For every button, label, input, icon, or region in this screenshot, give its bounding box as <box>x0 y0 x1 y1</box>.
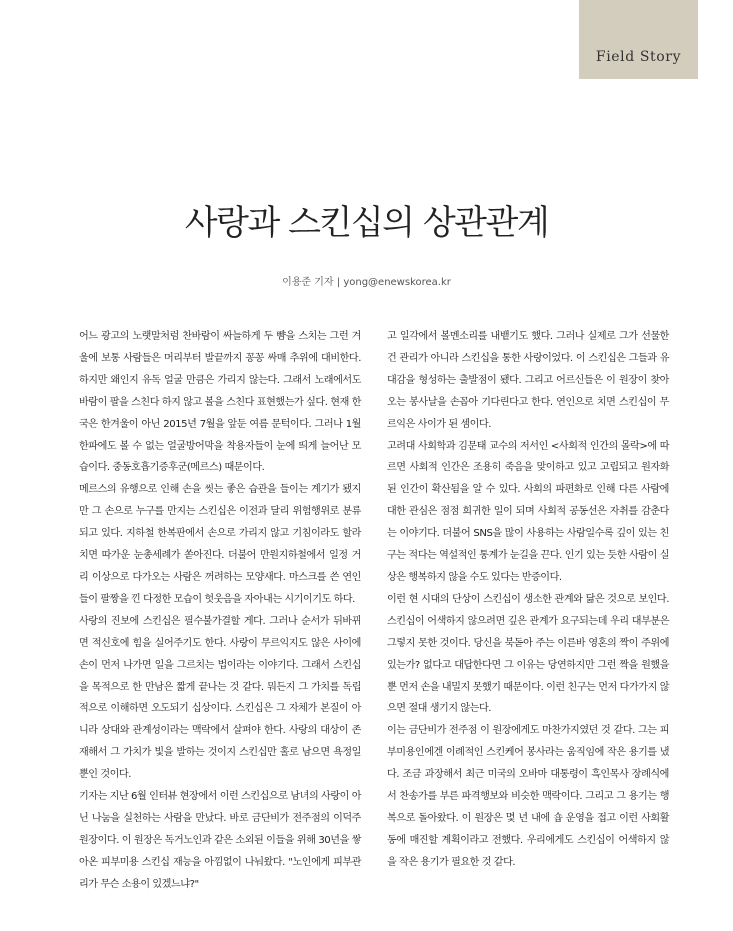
paragraph: 기자는 지난 6월 인터뷰 현장에서 이런 스킨십으로 남녀의 사랑이 아닌 나눔을 실천하는 사람을 만났다. 바로 금단비가 전주점의 이덕주 원장이다. 이 원장은 독거노인과 같은 소외된 이들을 위해 30년을 쌓아온 피부미용 스킨십 재능을 아낌없이 나눠왔다. "노인에게 피부관리가 무슨 소용이 있겠느냐?" <box>79 791 361 890</box>
left-column <box>79 326 361 896</box>
paragraph: 메르스의 유행으로 인해 손을 씻는 좋은 습관을 들이는 계기가 됐지만 그 손으로 누구를 만지는 스킨십은 이전과 달리 위험행위로 분류되고 있다. 지하철 한복판에서 손으로 가리지 않고 기침이라도 할라 치면 따가운 눈총세례가 쏟아진다. 더불어 만원지하철에서 일정 거리 이상으로 다가오는 사람은 꺼려하는 모양새다. 마스크를 쓴 연인들이 팔짱을 낀 다정한 모습이 헛웃음을 자아내는 시기이기도 하다. <box>79 484 361 605</box>
paragraph: 고 일각에서 볼멘소리를 내뱉기도 했다. 그러나 실제로 그가 선물한 건 관리가 아니라 스킨십을 통한 사랑이었다. 이 스킨십은 그들과 유대감을 형성하는 출발점이 됐다. 그리고 어르신들은 이 원장이 찾아오는 봉사날을 손꼽아 기다린다고 한다. 연인으로 치면 스킨십이 무르익은 사이가 된 셈이다. <box>387 331 669 430</box>
article-byline: 이용준 기자 | yong@enewskorea.kr <box>282 277 451 288</box>
section-tab <box>579 0 698 79</box>
paragraph: 고려대 사회학과 김문태 교수의 저서인 <사회적 인간의 몰락>에 따르면 사회적 인간은 조용히 죽음을 맞이하고 있고 고립되고 원자화된 인간이 확산됨을 알 수 있다. 사회의 파편화로 인해 다른 사람에 대한 관심은 점점 희귀한 일이 되며 사회적 공동선은 자취를 감춘다는 이야기다. 더불어 SNS을 많이 사용하는 사람일수록 깊이 있는 친구는 적다는 역설적인 통계가 눈길을 끈다. 인기 있는 듯한 사람이 실상은 행복하지 않을 수도 있다는 반증이다. <box>387 440 669 583</box>
paragraph: 사랑의 진보에 스킨십은 필수불가결할 게다. 그러나 순서가 뒤바뀌면 적신호에 힘을 실어주기도 한다. 사랑이 무르익지도 않은 사이에 손이 먼저 나가면 일을 그르치는 법이라는 이야기다. 그래서 스킨십을 목적으로 한 만남은 짧게 끝나는 것 같다. 뭐든지 그 가치를 독립적으로 이해하면 오도되기 십상이다. 스킨십은 그 자체가 본질이 아니라 상대와 관계성이라는 맥락에서 살펴야 한다. 사랑의 대상이 존재해서 그 가치가 빛을 발하는 것이지 스킨십만 홀로 남으면 욕정일 뿐인 것이다. <box>79 615 361 781</box>
paragraph: 이는 금단비가 전주점 이 원장에게도 마찬가지였던 것 같다. 그는 피부미용인에겐 이례적인 스킨케어 봉사라는 움직임에 작은 용기를 냈다. 조금 과장해서 최근 미국의 오바마 대통령이 흑인목사 장례식에서 찬송가를 부른 파격행보와 비슷한 맥락이다. 그리고 그 용기는 행복으로 돌아왔다. 이 원장은 몇 년 내에 숍 운영을 접고 이런 사회활동에 매진할 계획이라고 전했다. 우리에게도 스킨십이 어색하지 않을 작은 용기가 필요한 것 같다. <box>387 725 669 868</box>
section-label: Field Story <box>595 48 682 65</box>
article-title: 사랑과 스킨십의 상관관계 <box>184 203 549 243</box>
paragraph: 어느 광고의 노랫말처럼 찬바람이 싸늘하게 두 뺨을 스치는 그런 겨울에 보통 사람들은 머리부터 발끝까지 꽁꽁 싸매 추위에 대비한다. 하지만 왜인지 유독 얼굴 만큼은 가리지 않는다. 그래서 노래에서도 바람이 팔을 스친다 하지 않고 볼을 스친다 표현했는가 싶다. 현재 한국은 한겨울이 아닌 2015년 7월을 앞둔 여름 문턱이다. 그러나 1월 한파에도 볼 수 없는 얼굴방어막을 착용자들이 눈에 띄게 늘어난 모습이다. 중동호흡기증후군(메르스) 때문이다. <box>79 331 361 474</box>
right-column <box>387 326 669 874</box>
paragraph: 이런 현 시대의 단상이 스킨십이 생소한 관계와 닮은 것으로 보인다. 스킨십이 어색하지 않으려면 깊은 관계가 요구되는데 우리 대부분은 그렇지 못한 것이다. 당신을 북돋아 주는 이른바 영혼의 짝이 주위에 있는가? 없다고 대답한다면 그 이유는 당연하지만 그런 짝을 원했을 뿐 먼저 손을 내밀지 못했기 때문이다. 이런 친구는 먼저 다가가지 않으면 절대 생기지 않는다. <box>387 593 669 715</box>
